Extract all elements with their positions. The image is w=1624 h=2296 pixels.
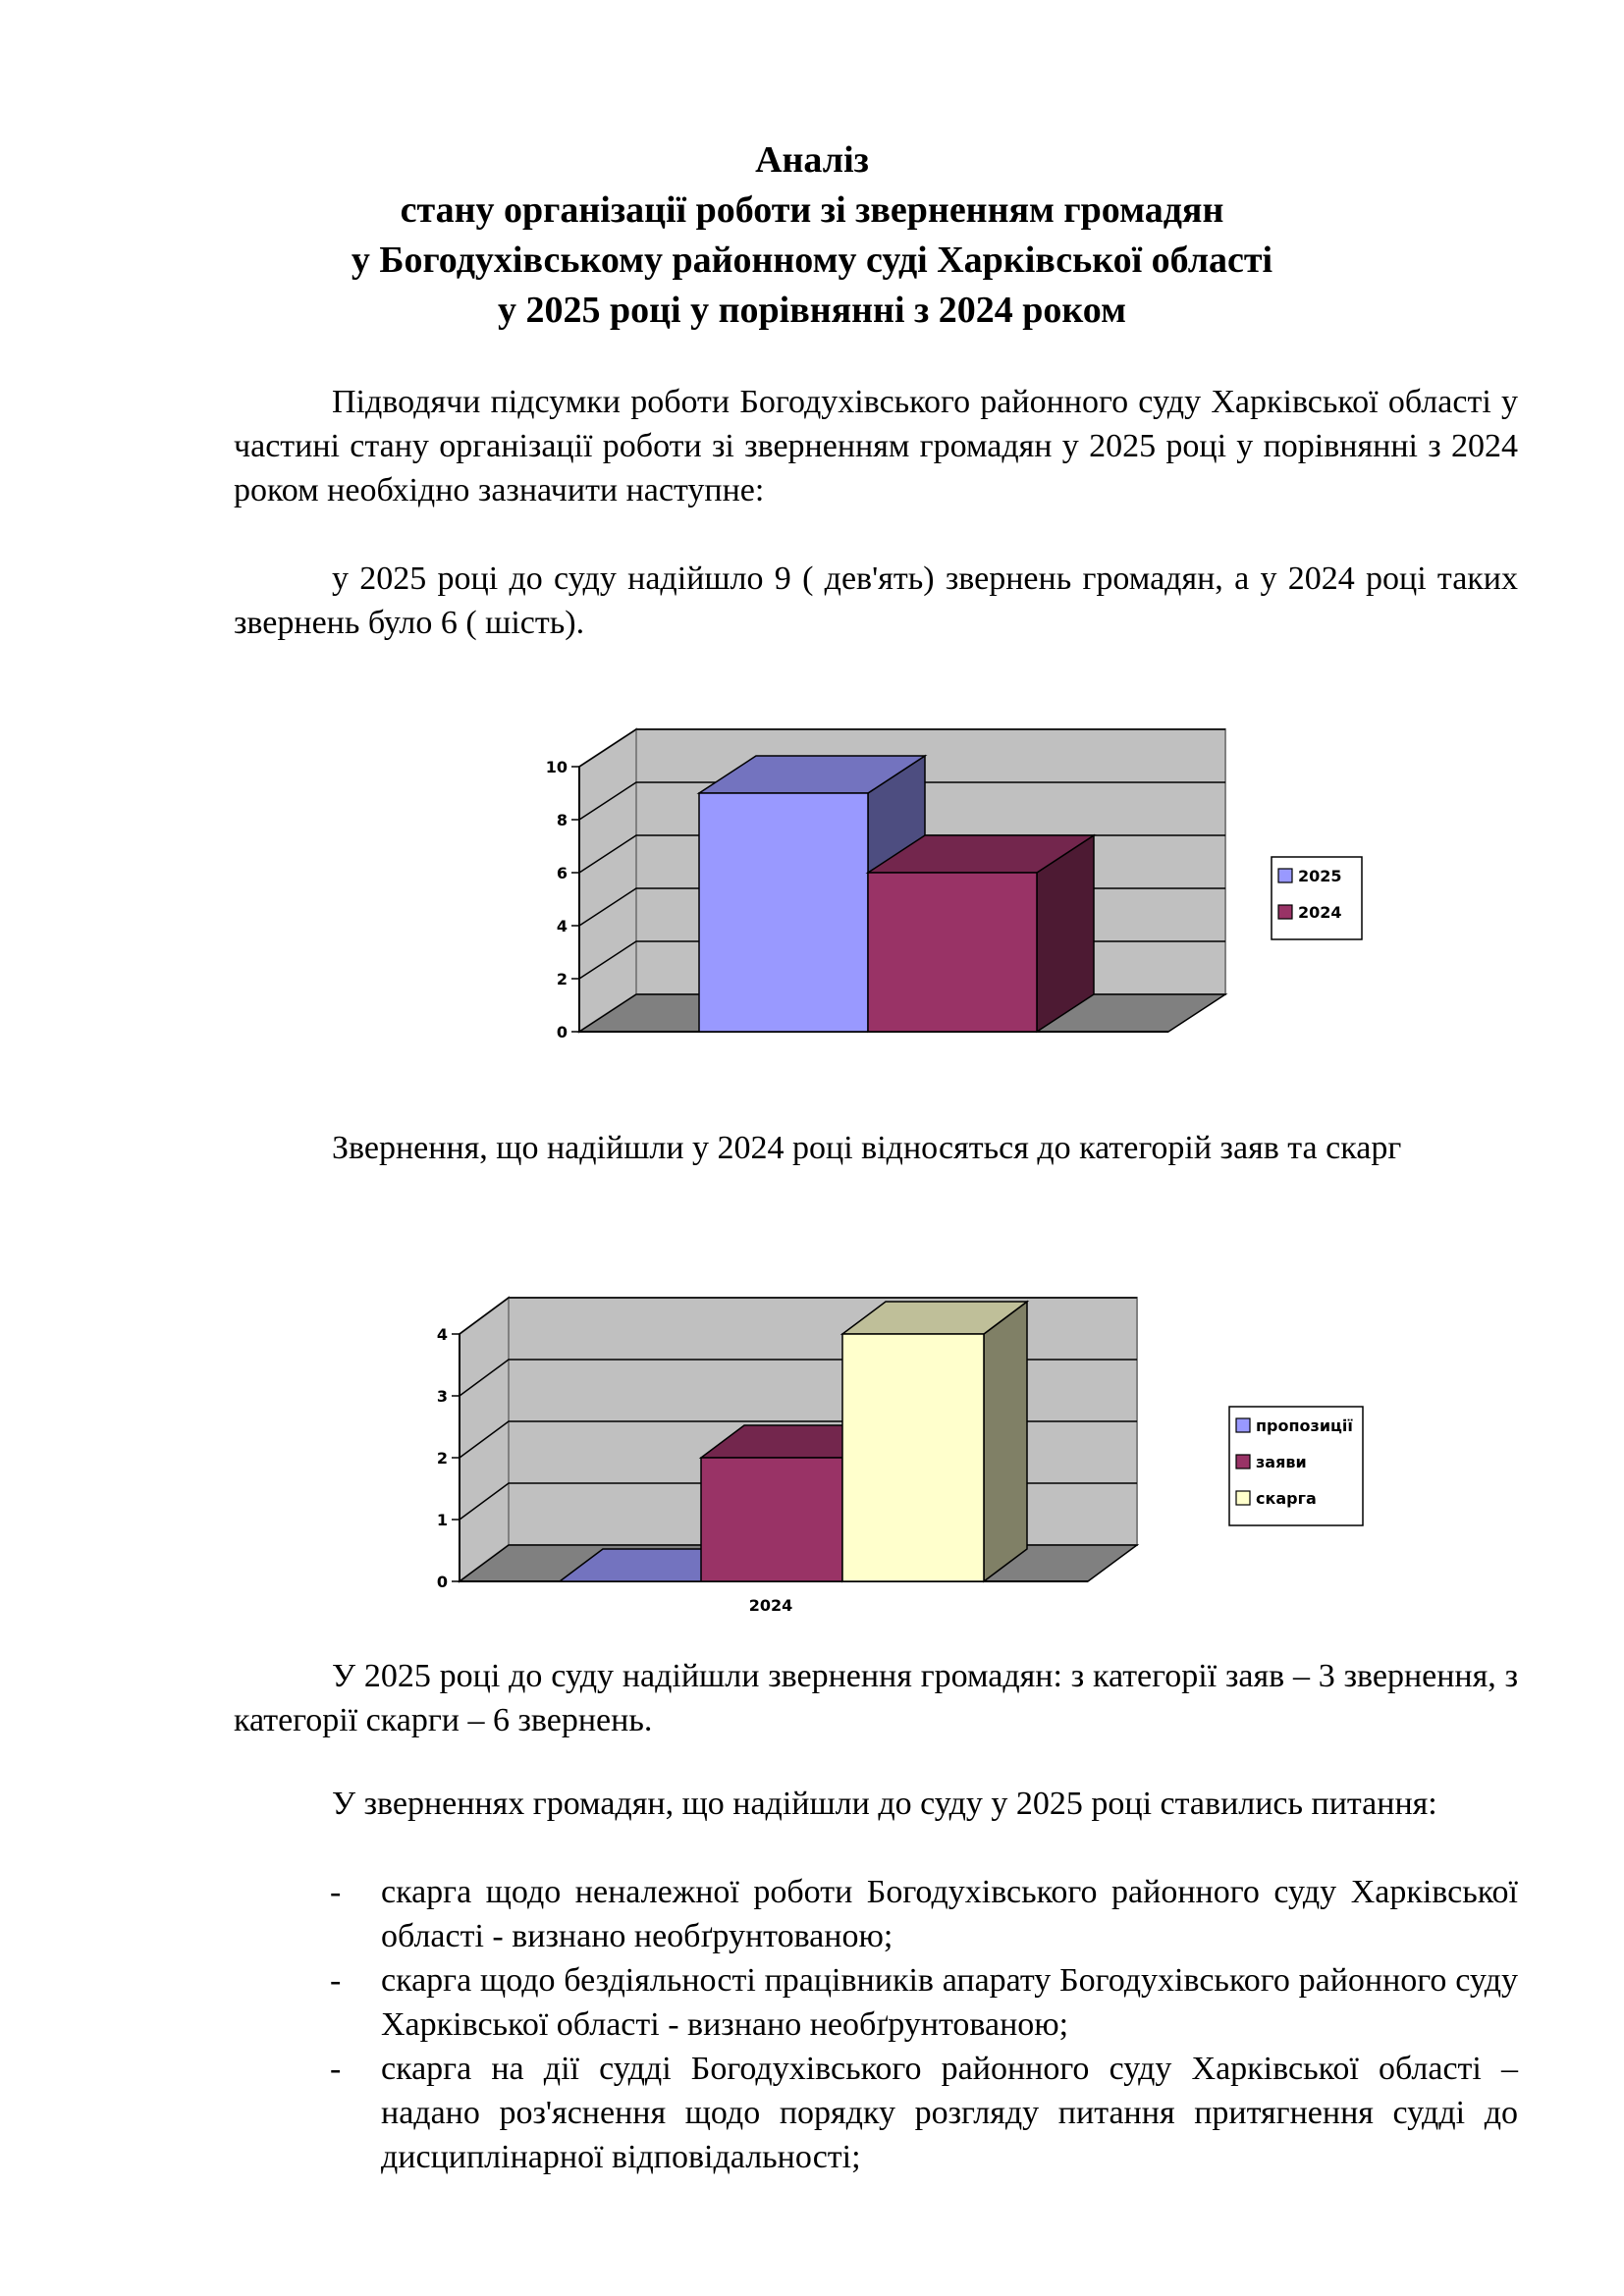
legend-label-скарга: скарга (1256, 1489, 1317, 1508)
totals-paragraph: у 2025 році до суду надійшло 9 ( дев'ять) звернень громадян, а у 2024 році таких звернень було 6 ( шість). (234, 561, 1518, 641)
title-line-3: у Богодухівському районному суді Харківської області (351, 240, 1273, 281)
legend-label-2024: 2024 (1298, 903, 1342, 922)
title-line-1: Аналіз (755, 139, 869, 181)
list-item-text: скарга щодо неналежної роботи Богодухівського районного суду Харківської області - визнано необґрунтованою; (381, 1874, 1518, 1954)
legend-swatch-пропозиції (1236, 1418, 1250, 1432)
bar-side-скарга (984, 1302, 1027, 1581)
bar-2024 (868, 873, 1037, 1032)
list-item-text: скарга щодо бездіяльності працівників апарату Богодухівського районного суду Харківської області - визнано необґрунтованою; (381, 1962, 1518, 2043)
bar-2025 (699, 793, 868, 1032)
y-tick-label: 0 (436, 1573, 448, 1591)
legend-label-2025: 2025 (1298, 867, 1342, 885)
y-tick-label: 2 (556, 970, 568, 988)
x-category-label: 2024 (748, 1596, 793, 1615)
y-tick-label: 8 (556, 811, 568, 829)
list-item (234, 2047, 1518, 2179)
y-tick-label: 4 (556, 917, 568, 935)
categories-2025-paragraph: У 2025 році до суду надійшли звернення громадян: з категорії заяв – 3 звернення, з категорії скарги – 6 звернень. (234, 1658, 1518, 1738)
y-tick-label: 0 (556, 1023, 568, 1041)
categories-2024-paragraph: Звернення, що надійшли у 2024 році відносяться до категорій заяв та скарг (332, 1130, 1402, 1166)
bar-заяви (701, 1458, 842, 1581)
y-tick-label: 2 (436, 1449, 448, 1468)
legend-swatch-2025 (1278, 869, 1292, 882)
y-tick-label: 1 (436, 1511, 448, 1529)
intro-paragraph: Підводячи підсумки роботи Богодухівського районного суду Харківської області у частині стану організації роботи зі зверненням громадян у 2025 році у порівнянні з 2024 роком необхідно зазначити наступне: (234, 384, 1518, 508)
document-title (0, 135, 1624, 336)
chart-appeals-by-year (520, 712, 1342, 1055)
list-item (234, 1870, 1518, 1958)
issues-paragraph: У зверненнях громадян, що надійшли до суду у 2025 році ставились питання: (332, 1786, 1437, 1822)
list-dash: - (330, 1962, 342, 1999)
issues-list (234, 1870, 1518, 2179)
list-dash: - (330, 2051, 342, 2087)
side-wall (579, 729, 636, 1032)
y-tick-label: 10 (545, 758, 568, 776)
bar-скарга (842, 1334, 984, 1581)
chart-categories-2024 (432, 1281, 1375, 1625)
legend-label-заяви: заяви (1256, 1453, 1307, 1471)
title-line-4: у 2025 році у порівнянні з 2024 роком (498, 290, 1126, 331)
legend-swatch-скарга (1236, 1491, 1250, 1505)
legend-swatch-заяви (1236, 1455, 1250, 1468)
list-item-text: скарга на дії судді Богодухівського районного суду Харківської області – надано роз'яснення щодо порядку розгляду питання притягнення судді до дисциплінарної відповідальності; (381, 2051, 1518, 2175)
list-dash: - (330, 1874, 342, 1910)
legend-swatch-2024 (1278, 905, 1292, 919)
y-tick-label: 4 (436, 1325, 448, 1344)
y-tick-label: 3 (436, 1387, 448, 1406)
title-line-2: стану організації роботи зі зверненням громадян (400, 189, 1224, 231)
legend-label-пропозиції: пропозиції (1256, 1416, 1353, 1435)
list-item (234, 1958, 1518, 2047)
y-tick-label: 6 (556, 864, 568, 882)
